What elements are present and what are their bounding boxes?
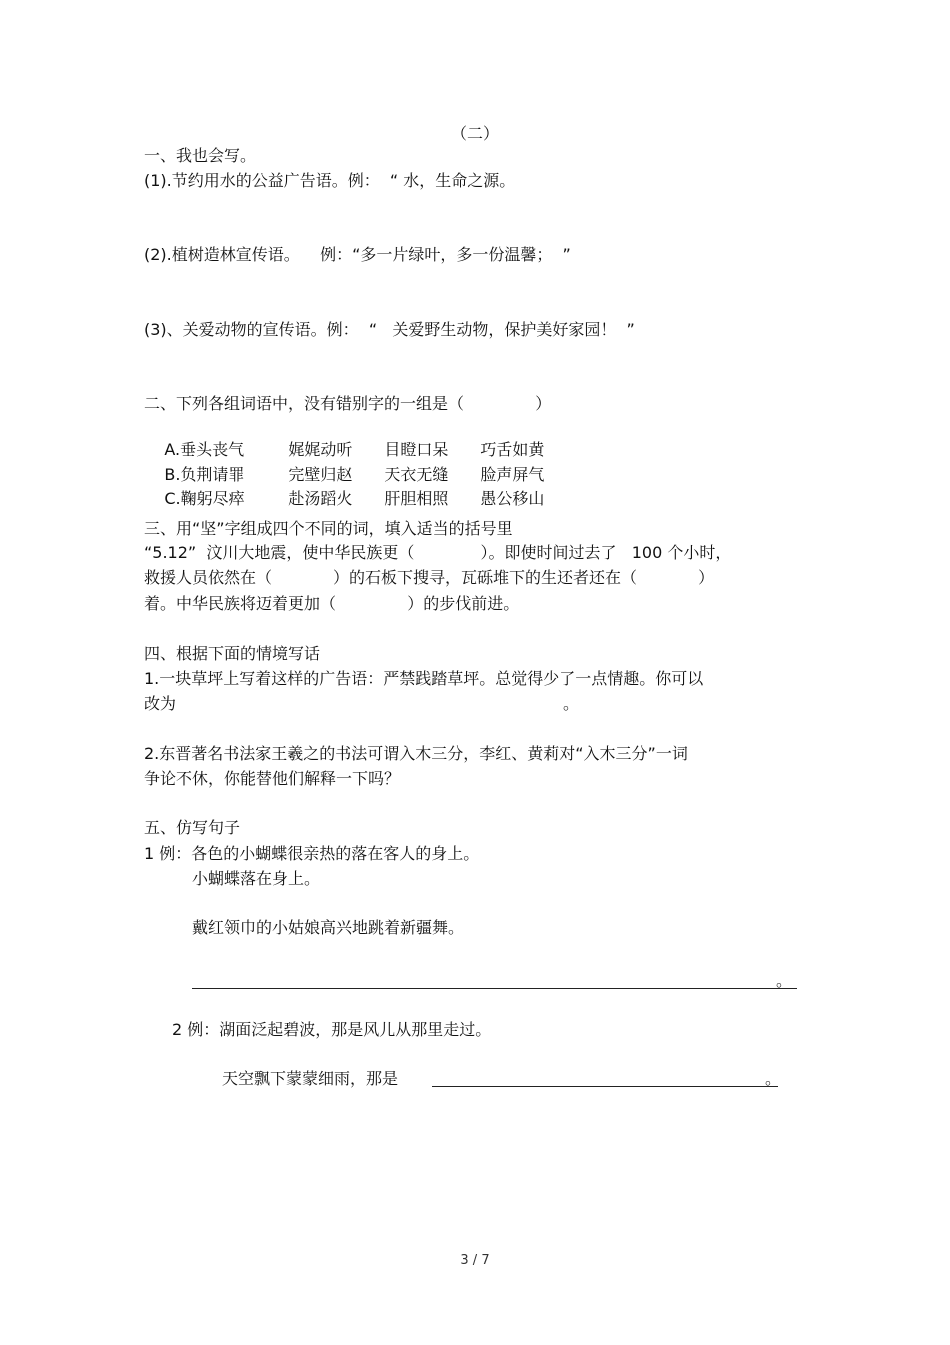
example1-short: 小蝴蝶落在身上。 xyxy=(192,869,321,888)
option-word: 完壁归赵 xyxy=(288,465,353,484)
section3-line3: 着。中华民族将迈着更加（ ）的步伐前进。 xyxy=(144,594,520,613)
answer-line-2-end: 。 xyxy=(765,1069,782,1088)
section5-heading: 五、仿写句子 xyxy=(144,818,241,837)
section4-q1-line2-end: 。 xyxy=(563,694,580,713)
section3-heading: 三、用“坚”字组成四个不同的词，填入适当的括号里 xyxy=(144,519,513,538)
page-title: （二） xyxy=(450,124,499,143)
option-label: C.鞠躬尽瘁 xyxy=(164,489,245,508)
option-word: 愚公移山 xyxy=(480,489,545,508)
option-word: 赴汤蹈火 xyxy=(288,489,353,508)
option-word: 肝胆相照 xyxy=(384,489,449,508)
section1-q3: (3)、关爱动物的宣传语。例： “ 关爱野生动物，保护美好家园！ ” xyxy=(144,320,635,339)
section1-q2: (2).植树造林宣传语。 例：“多一片绿叶，多一份温馨； ” xyxy=(144,245,571,264)
section4-q1-line1: 1.一块草坪上写着这样的广告语：严禁践踏草坪。总觉得少了一点情趣。你可以 xyxy=(144,669,704,688)
option-word: 天衣无缝 xyxy=(384,465,449,484)
section1-heading: 一、我也会写。 xyxy=(144,146,257,165)
answer-line-1[interactable] xyxy=(192,988,797,989)
section3-line2: 救援人员依然在（ ）的石板下搜寻，瓦砾堆下的生还者还在（ ） xyxy=(144,568,715,587)
answer-line-1-end: 。 xyxy=(776,971,793,990)
section2-heading: 二、下列各组词语中，没有错别字的一组是（ ） xyxy=(144,394,552,413)
section4-q1-line2-start: 改为 xyxy=(144,694,177,713)
option-label: A.垂头丧气 xyxy=(164,440,245,459)
section3-line1: “5.12” 汶川大地震，使中华民族更（ ）。即使时间过去了 100 个小时， xyxy=(144,543,732,562)
option-word: 娓娓动听 xyxy=(288,440,353,459)
option-word: 脸声屏气 xyxy=(480,465,545,484)
section4-q2-line2: 争论不休，你能替他们解释一下吗？ xyxy=(144,769,401,788)
answer-line-2[interactable] xyxy=(432,1086,778,1087)
example2-prompt: 天空飘下蒙蒙细雨，那是 xyxy=(222,1069,399,1088)
example1-label: 1 例：各色的小蝴蝶很亲热的落在客人的身上。 xyxy=(144,844,480,863)
option-word: 目瞪口呆 xyxy=(384,440,449,459)
section1-q1: (1).节约用水的公益广告语。例： “ 水，生命之源。 xyxy=(144,171,516,190)
example2-label: 2 例：湖面泛起碧波，那是风儿从那里走过。 xyxy=(172,1020,492,1039)
section4-heading: 四、根据下面的情境写话 xyxy=(144,644,321,663)
page-number: 3 / 7 xyxy=(460,1253,490,1268)
section4-q2-line1: 2.东晋著名书法家王羲之的书法可谓入木三分，李红、黄莉对“入木三分”一词 xyxy=(144,744,688,763)
option-word: 巧舌如黄 xyxy=(480,440,545,459)
example1-prompt: 戴红领巾的小姑娘高兴地跳着新疆舞。 xyxy=(192,918,465,937)
option-label: B.负荆请罪 xyxy=(164,465,245,484)
